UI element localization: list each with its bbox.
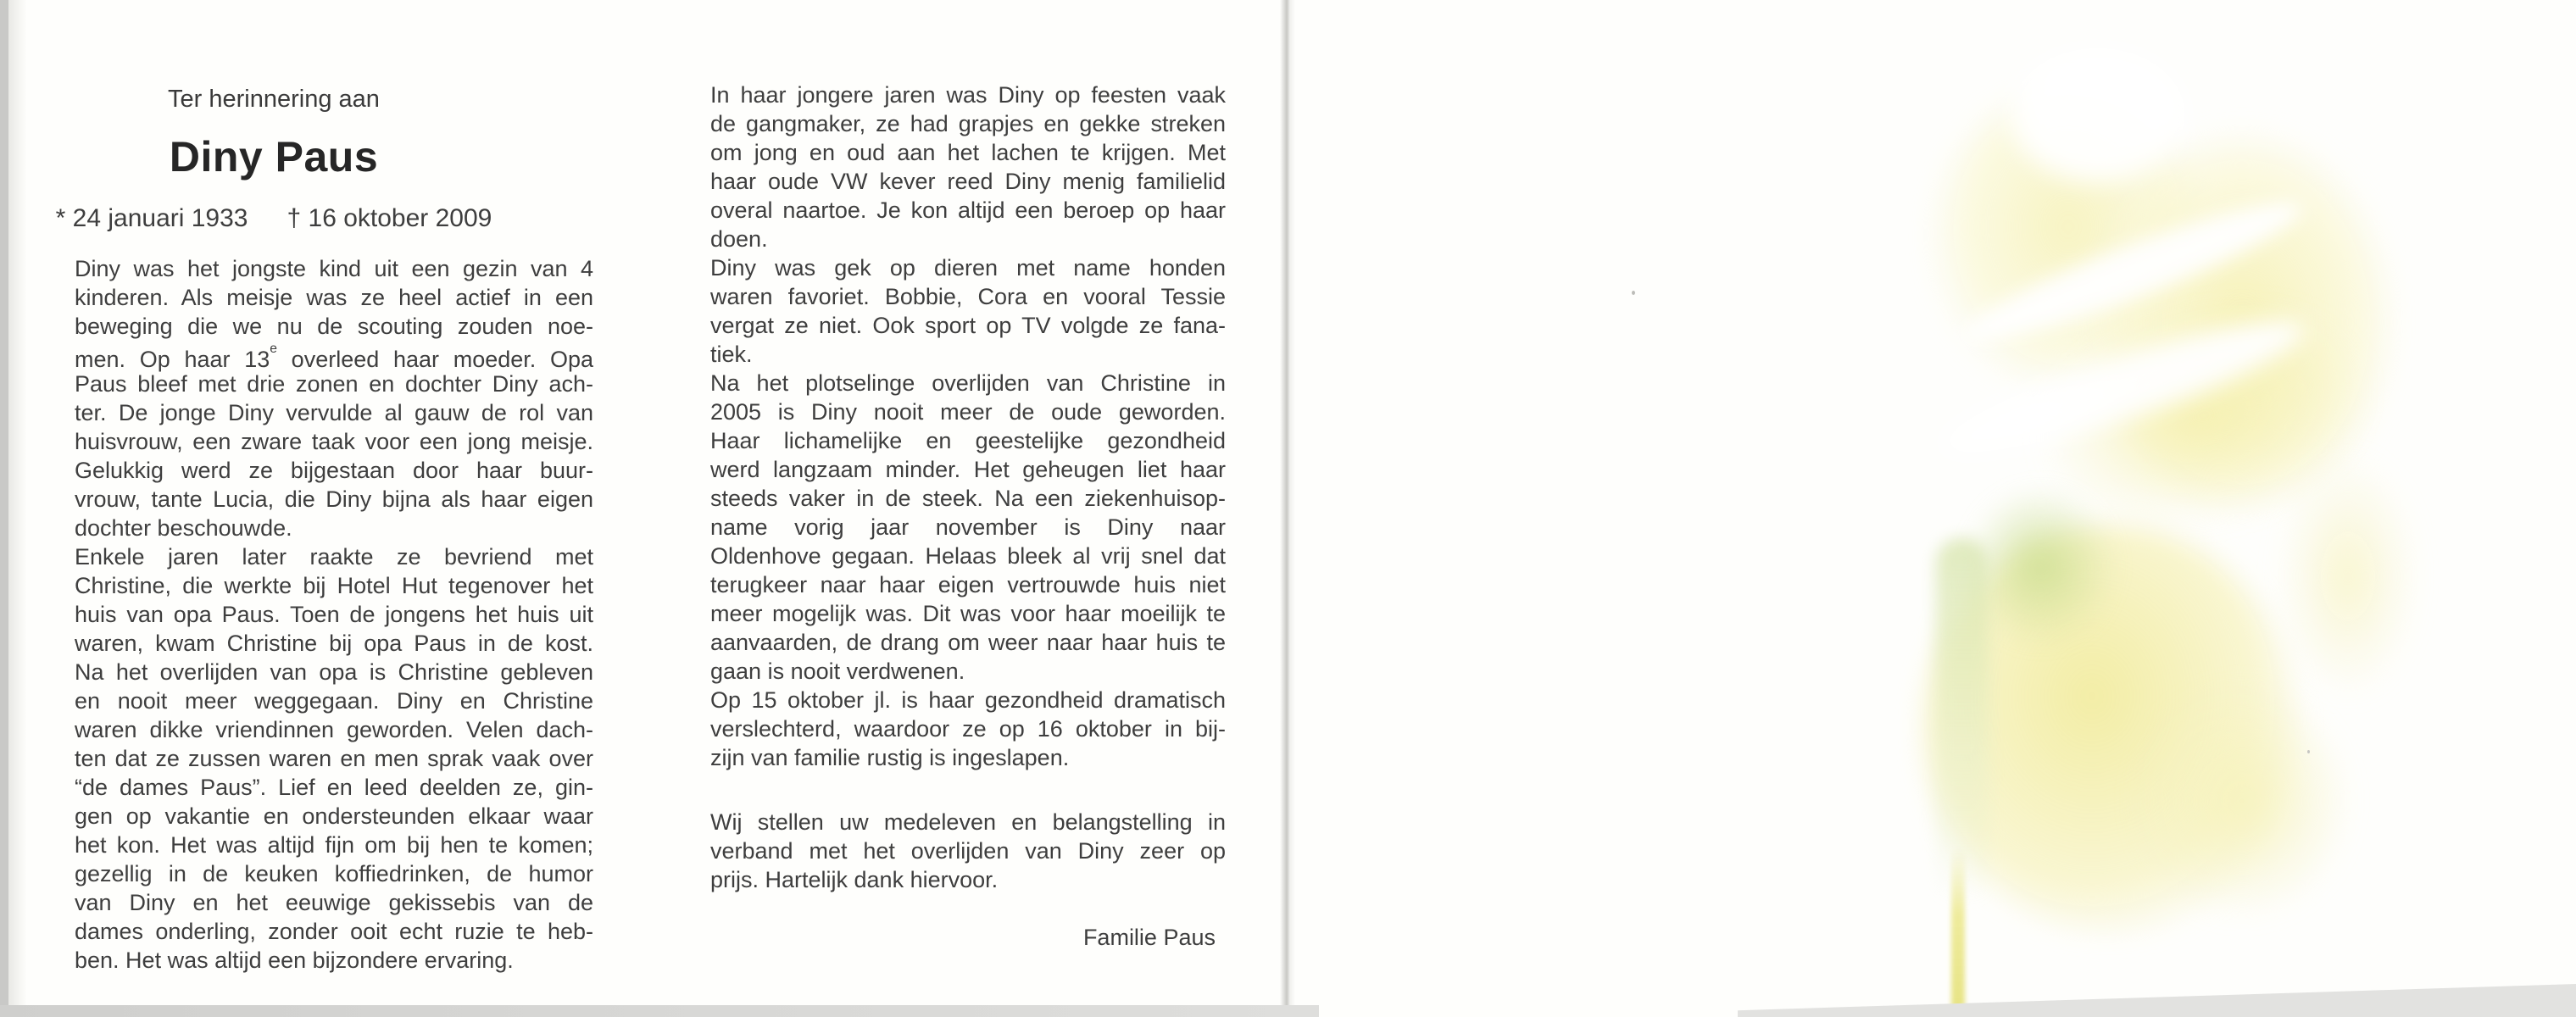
- text-line: doen.: [710, 226, 768, 252]
- paragraph: [710, 369, 1226, 686]
- text-line: dames onderling, zonder ooit echt ruzie te heb-: [75, 919, 593, 944]
- text-line: Na het overlijden van opa is Christine gebleven: [75, 659, 593, 685]
- text-line: het kon. Het was altijd fijn om bij hen te komen;: [75, 832, 593, 858]
- text-line: dochter beschouwde.: [75, 515, 292, 541]
- memorial-intro: Ter herinnering aan: [168, 86, 380, 113]
- text-line: ter. De jonge Diny vervulde al gauw de rol van: [75, 400, 593, 425]
- text-line: gen op vakantie en ondersteunden elkaar waar: [75, 803, 593, 829]
- paragraph: [75, 542, 593, 975]
- text-column-2: [710, 81, 1226, 952]
- text-line: van Diny en het eeuwige gekissebis van de: [75, 890, 593, 915]
- text-line: Na het plotselinge overlijden van Christine in: [710, 370, 1226, 396]
- text-line: Diny was gek op dieren met name honden: [710, 255, 1226, 281]
- closing-paragraph: [710, 808, 1226, 894]
- column2-paragraphs: [710, 81, 1226, 772]
- scan-speck: [1632, 291, 1635, 295]
- text-line: en nooit meer weggegaan. Diny en Christine: [75, 688, 593, 714]
- text-line: ten dat ze zussen waren en men sprak vaak over: [75, 746, 593, 771]
- text-line: 2005 is Diny nooit meer de oude geworden.: [710, 399, 1226, 425]
- text-line: waren dikke vriendinnen geworden. Velen dach-: [75, 717, 593, 742]
- text-line: Paus bleef met drie zonen en dochter Diny ach-: [75, 371, 593, 397]
- text-line: beweging die we nu de scouting zouden noe-: [75, 314, 593, 339]
- text-line: Haar lichamelijke en geestelijke gezondheid: [710, 428, 1226, 453]
- text-line: meer mogelijk was. Dit was voor haar moeilijk te: [710, 601, 1226, 626]
- card-header: [55, 85, 492, 233]
- text-line: men. Op haar 13e overleed haar moeder. Opa: [75, 341, 593, 372]
- text-line: haar oude VW kever reed Diny menig familielid: [710, 169, 1226, 194]
- text-line: aanvaarden, de drang om weer naar haar huis te: [710, 630, 1226, 655]
- text-line: “de dames Paus”. Lief en leed deelden ze, gin-: [75, 775, 593, 800]
- paragraph: [75, 254, 593, 542]
- text-line: Diny was het jongste kind uit een gezin van 4: [75, 256, 593, 281]
- text-line: Oldenhove gegaan. Helaas bleek al vrij snel dat: [710, 543, 1226, 569]
- paragraph: [710, 81, 1226, 253]
- page-edge-shadow: [8, 0, 27, 1017]
- text-line: de gangmaker, ze had grapjes en gekke streken: [710, 111, 1226, 136]
- text-line: Enkele jaren later raakte ze bevriend met: [75, 544, 593, 570]
- text-line: kinderen. Als meisje was ze heel actief in een: [75, 285, 593, 310]
- text-line: Op 15 oktober jl. is haar gezondheid dramatisch: [710, 687, 1226, 713]
- flower-petal: [2136, 686, 2348, 915]
- paragraph: [710, 686, 1226, 772]
- paragraph: [710, 808, 1226, 894]
- flower-highlight: [2009, 47, 2187, 182]
- text-line: steeds vaker in de steek. Na een ziekenhuisop-: [710, 486, 1226, 511]
- text-line: tiek.: [710, 342, 753, 367]
- text-line: zijn van familie rustig is ingeslapen.: [710, 745, 1070, 770]
- text-line: overal naartoe. Je kon altijd een beroep op haar: [710, 197, 1226, 223]
- death-date: † 16 oktober 2009: [287, 204, 492, 232]
- text-line: Wij stellen uw medeleven en belangstelling in: [710, 809, 1226, 835]
- text-line: waren favoriet. Bobbie, Cora en vooral Tessie: [710, 284, 1226, 309]
- page-fold-line: [1280, 0, 1295, 1017]
- text-line: vrouw, tante Lucia, die Diny bijna als haar eigen: [75, 486, 593, 512]
- paragraph: [710, 253, 1226, 369]
- flower-image: [1295, 0, 2576, 1017]
- signature: Familie Paus: [1082, 925, 1216, 950]
- life-dates: [55, 204, 492, 233]
- text-column-1: [75, 254, 593, 975]
- spacer: [710, 894, 1226, 923]
- birth-date: * 24 januari 1933: [55, 204, 248, 232]
- text-line: Christine, die werkte bij Hotel Hut tegenover het: [75, 573, 593, 598]
- text-line: verband met het overlijden van Diny zeer op: [710, 838, 1226, 864]
- text-line: huisvrouw, een zware taak voor een jong meisje.: [75, 429, 593, 454]
- scan-speck: [2307, 750, 2310, 753]
- text-line: waren, kwam Christine bij opa Paus in de kost.: [75, 631, 593, 656]
- flower-stem: [1951, 848, 1965, 1017]
- deceased-name: Diny Paus: [169, 133, 379, 181]
- text-line: In haar jongere jaren was Diny op feesten vaak: [710, 82, 1226, 108]
- text-line: vergat ze niet. Ook sport op TV volgde ze fana-: [710, 313, 1226, 338]
- flower-petal: [2280, 458, 2416, 695]
- text-line: Gelukkig werd ze bijgestaan door haar buur-: [75, 458, 593, 483]
- text-line: name vorig jaar november is Diny naar: [710, 514, 1226, 540]
- text-line: prijs. Hartelijk dank hiervoor.: [710, 867, 999, 892]
- flower-leaf: [1967, 487, 2115, 644]
- text-line: gaan is nooit verdwenen.: [710, 659, 965, 684]
- text-line: huis van opa Paus. Toen de jongens het huis uit: [75, 602, 593, 627]
- text-line: ben. Het was altijd een bijzondere ervaring.: [75, 948, 514, 973]
- scanner-edge: [0, 0, 8, 1017]
- text-line: terugkeer naar haar eigen vertrouwde huis niet: [710, 572, 1226, 597]
- text-line: verslechterd, waardoor ze op 16 oktober in bij-: [710, 716, 1226, 742]
- scan-bottom-shadow: [0, 1005, 1319, 1017]
- text-line: gezellig in de keuken koffiedrinken, de humor: [75, 861, 593, 886]
- text-line: om jong en oud aan het lachen te krijgen. Met: [710, 140, 1226, 165]
- spacer: [710, 772, 1226, 808]
- text-line: werd langzaam minder. Het geheugen liet haar: [710, 457, 1226, 482]
